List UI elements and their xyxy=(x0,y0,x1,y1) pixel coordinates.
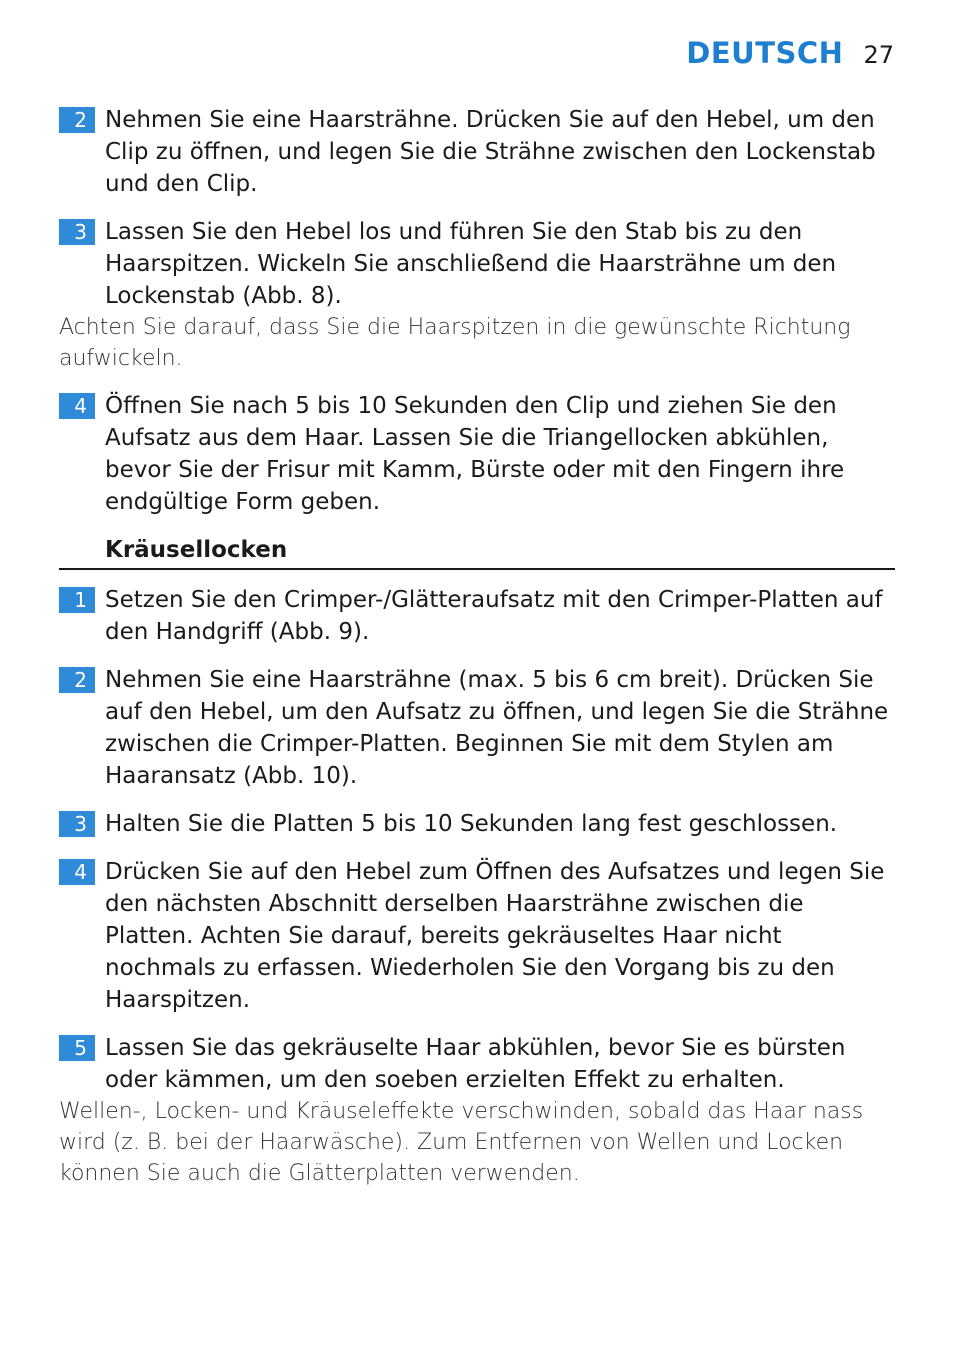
step-number-badge: 3 xyxy=(59,811,95,837)
step-number-badge: 4 xyxy=(59,859,95,885)
step-item xyxy=(59,808,895,840)
language-label: DEUTSCH xyxy=(686,36,844,70)
step-text: Setzen Sie den Crimper-/Glätteraufsatz mit den Crimper-Platten auf den Handgriff (Abb. 9). xyxy=(105,587,883,645)
step-item xyxy=(59,390,895,518)
step-number-badge: 2 xyxy=(59,667,95,693)
page-content xyxy=(59,104,895,1205)
step-text: Nehmen Sie eine Haarsträhne (max. 5 bis 6 cm breit). Drücken Sie auf den Hebel, um den Aufsatz zu öffnen, und legen Sie die Strähne zwischen die Crimper-Platten. Beginnen Sie mit dem Stylen am Haaransatz (Abb. 10). xyxy=(105,667,889,789)
step-number-badge: 5 xyxy=(59,1035,95,1061)
step-item xyxy=(59,856,895,1016)
page-number: 27 xyxy=(863,41,894,69)
step-number-badge: 2 xyxy=(59,107,95,133)
step-text: Lassen Sie den Hebel los und führen Sie den Stab bis zu den Haarspitzen. Wickeln Sie anschließend die Haarsträhne um den Lockenstab (Abb. 8). xyxy=(105,219,837,309)
step-item xyxy=(59,664,895,792)
step-number-badge: 1 xyxy=(59,587,95,613)
step-item xyxy=(59,216,895,312)
note-text: Achten Sie darauf, dass Sie die Haarspitzen in die gewünschte Richtung aufwickeln. xyxy=(59,315,851,371)
step-number-badge: 3 xyxy=(59,219,95,245)
step-number-badge: 4 xyxy=(59,393,95,419)
section-heading: Kräusellocken xyxy=(59,534,895,570)
step-text: Lassen Sie das gekräuselte Haar abkühlen, bevor Sie es bürsten oder kämmen, um den soeben erzielten Effekt zu erhalten. xyxy=(105,1035,846,1093)
note-text: Wellen-, Locken- und Kräuseleffekte verschwinden, sobald das Haar nass wird (z. B. bei der Haarwäsche). Zum Entfernen von Wellen und Locken können Sie auch die Glätterplatten verwenden. xyxy=(59,1099,864,1186)
step-text: Öffnen Sie nach 5 bis 10 Sekunden den Clip und ziehen Sie den Aufsatz aus dem Haar. Lassen Sie die Triangellocken abkühlen, bevor Sie der Frisur mit Kamm, Bürste oder mit den Fingern ihre endgültige Form geben. xyxy=(105,393,845,515)
step-text: Drücken Sie auf den Hebel zum Öffnen des Aufsatzes und legen Sie den nächsten Abschnitt derselben Haarsträhne zwischen die Platten. Achten Sie darauf, bereits gekräuseltes Haar nicht nochmals zu erfassen. Wiederholen Sie den Vorgang bis zu den Haarspitzen. xyxy=(105,859,885,1013)
step-item xyxy=(59,1032,895,1096)
page-header xyxy=(686,36,894,70)
step-item xyxy=(59,104,895,200)
step-text: Nehmen Sie eine Haarsträhne. Drücken Sie auf den Hebel, um den Clip zu öffnen, und legen Sie die Strähne zwischen den Lockenstab und den Clip. xyxy=(105,107,876,197)
step-text: Halten Sie die Platten 5 bis 10 Sekunden lang fest geschlossen. xyxy=(105,811,838,837)
step-item xyxy=(59,584,895,648)
